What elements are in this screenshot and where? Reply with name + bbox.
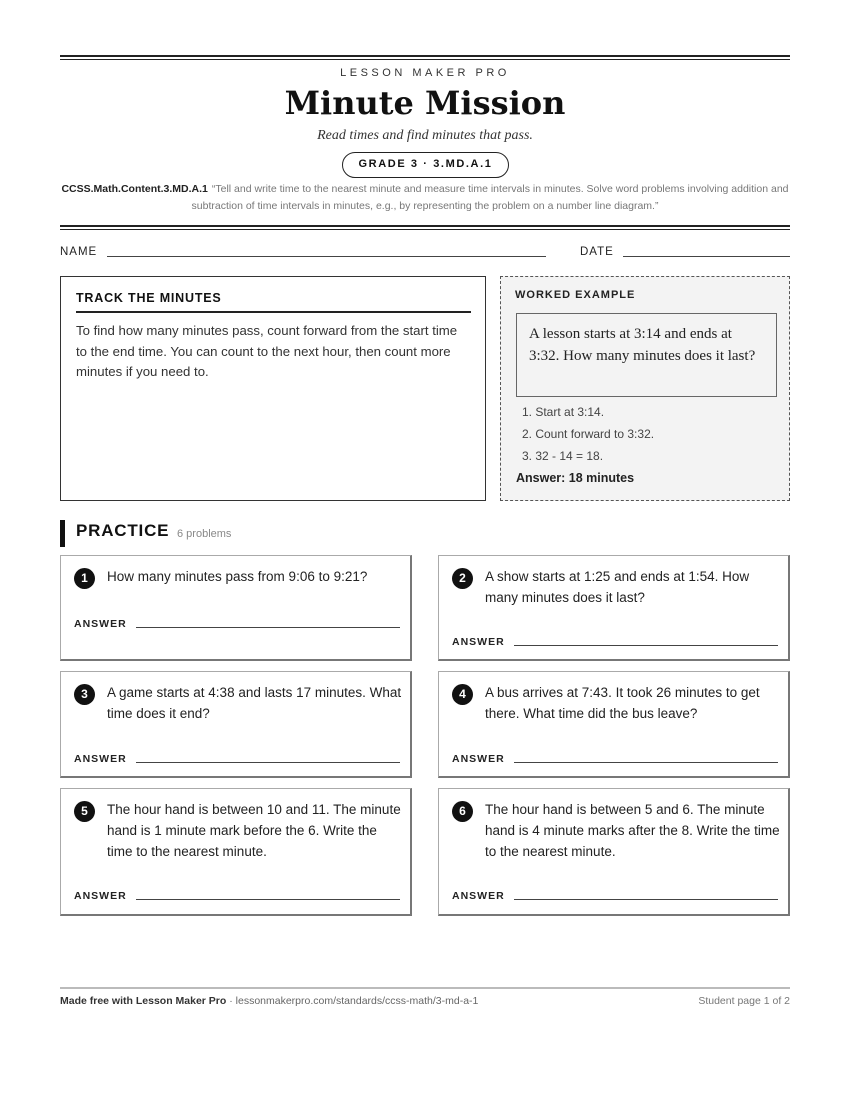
- worked-step: 1. Start at 3:14.: [522, 405, 605, 419]
- problem-number-badge: 3: [74, 684, 95, 705]
- worked-example-steps: [522, 401, 654, 467]
- worked-example-heading: WORKED EXAMPLE: [515, 289, 636, 301]
- problem-card-3: [60, 671, 412, 778]
- problem-number-badge: 1: [74, 568, 95, 589]
- problem-prompt: How many minutes pass from 9:06 to 9:21?: [107, 569, 368, 584]
- problem-card-2: [438, 555, 790, 661]
- standard-text: “Tell and write time to the nearest minute and measure time intervals in minutes. Solve word problems involving addition and subtraction of time intervals in minutes, e.g., by representing the problem on a number line diagram.”: [191, 183, 789, 212]
- practice-accent-bar: [60, 520, 65, 547]
- answer-label: ANSWER: [74, 753, 127, 765]
- brand-name: LESSON MAKER PRO: [340, 67, 510, 79]
- practice-count: 6 problems: [177, 528, 232, 540]
- answer-label: ANSWER: [452, 636, 505, 648]
- answer-line[interactable]: [514, 762, 778, 763]
- date-field-line[interactable]: [623, 256, 790, 257]
- footer-credit: [60, 995, 478, 1007]
- header-bottom-rule: [60, 225, 790, 230]
- problem-prompt: The hour hand is between 5 and 6. The minute hand is 4 minute marks after the 8. Write the time to the nearest minute.: [485, 802, 780, 859]
- worksheet-page: [60, 0, 790, 1100]
- worked-step: 2. Count forward to 3:32.: [522, 427, 655, 441]
- worked-example-problem: A lesson starts at 3:14 and ends at 3:32. How many minutes does it last?: [516, 313, 777, 397]
- problem-prompt: The hour hand is between 10 and 11. The minute hand is 1 minute mark before the 6. Write the time to the nearest minute.: [107, 802, 401, 859]
- worked-example-answer: Answer: 18 minutes: [516, 471, 635, 485]
- track-the-minutes-box: [60, 276, 486, 501]
- problem-number-badge: 6: [452, 801, 473, 822]
- footer-page-number: Student page 1 of 2: [698, 995, 790, 1007]
- answer-line[interactable]: [136, 627, 400, 628]
- standard-description: [60, 181, 790, 215]
- problem-card-1: [60, 555, 412, 661]
- problem-prompt: A bus arrives at 7:43. It took 26 minutes to get there. What time did the bus leave?: [485, 685, 760, 721]
- answer-line[interactable]: [514, 645, 778, 646]
- worked-example-box: [500, 276, 790, 501]
- answer-line[interactable]: [514, 899, 778, 900]
- answer-label: ANSWER: [74, 618, 127, 630]
- name-label: NAME: [60, 246, 98, 258]
- track-heading: TRACK THE MINUTES: [76, 291, 471, 313]
- worked-step: 3. 32 - 14 = 18.: [522, 449, 604, 463]
- problem-card-4: [438, 671, 790, 778]
- grade-pill: GRADE 3 · 3.MD.A.1: [342, 152, 509, 178]
- problem-card-6: [438, 788, 790, 916]
- answer-line[interactable]: [136, 899, 400, 900]
- problem-number-badge: 5: [74, 801, 95, 822]
- practice-title: PRACTICE: [76, 521, 170, 540]
- answer-line[interactable]: [136, 762, 400, 763]
- page-subtitle: Read times and find minutes that pass.: [317, 128, 533, 143]
- answer-label: ANSWER: [74, 890, 127, 902]
- problem-number-badge: 2: [452, 568, 473, 589]
- page-title: Minute Mission: [284, 84, 566, 122]
- problem-card-5: [60, 788, 412, 916]
- track-body: To find how many minutes pass, count forward from the start time to the end time. You can count to the next hour, then count more minutes if you need to.: [76, 323, 458, 379]
- answer-label: ANSWER: [452, 890, 505, 902]
- standard-code: CCSS.Math.Content.3.MD.A.1: [61, 183, 208, 195]
- date-label: DATE: [580, 246, 614, 258]
- footer-url[interactable]: · lessonmakerpro.com/standards/ccss-math/3-md-a-1: [226, 995, 479, 1007]
- problem-prompt: A show starts at 1:25 and ends at 1:54. How many minutes does it last?: [485, 569, 750, 605]
- footer-made-with: Made free with Lesson Maker Pro: [60, 995, 227, 1007]
- name-field-line[interactable]: [107, 256, 546, 257]
- top-double-rule: [60, 55, 790, 60]
- problem-prompt: A game starts at 4:38 and lasts 17 minutes. What time does it end?: [107, 685, 402, 721]
- footer-rule: [60, 987, 790, 989]
- answer-label: ANSWER: [452, 753, 505, 765]
- problem-number-badge: 4: [452, 684, 473, 705]
